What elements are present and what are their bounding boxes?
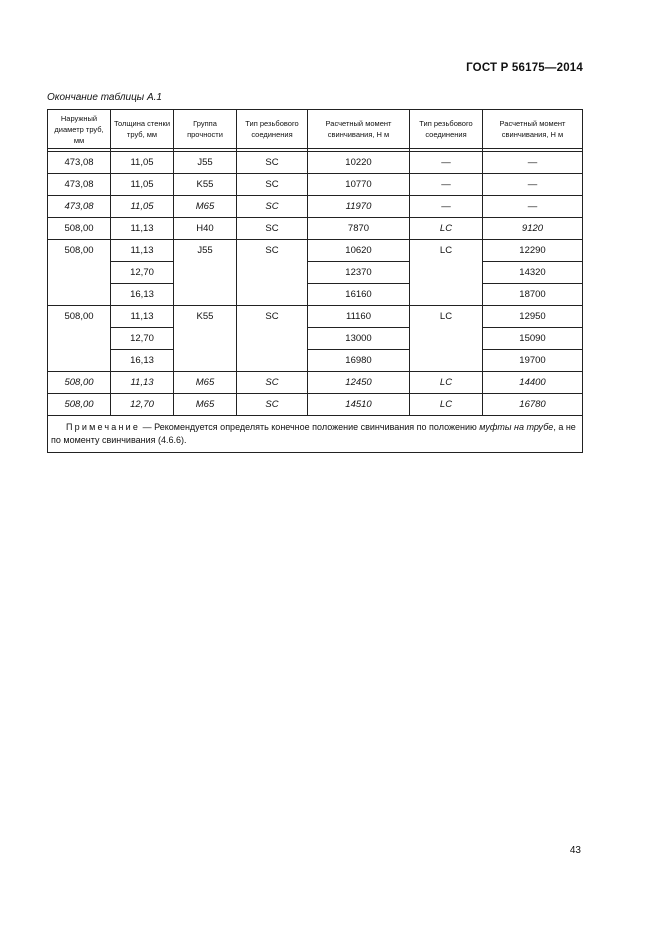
cell-wall: 12,70 <box>111 328 174 350</box>
cell-torque-2: — <box>483 174 583 196</box>
cell-wall: 11,13 <box>111 218 174 240</box>
note-text-part2: , а не по моменту свинчивания (4.6.6). <box>51 422 576 445</box>
cell-connection-1: SC <box>237 372 308 394</box>
cell-diameter: 508,00 <box>48 372 111 394</box>
cell-diameter: 508,00 <box>48 240 111 306</box>
cell-torque-1: 11970 <box>308 196 410 218</box>
table-row <box>48 240 583 262</box>
standard-code: ГОСТ Р 56175—2014 <box>466 62 583 74</box>
table-row <box>48 328 583 350</box>
cell-connection-2: LC <box>410 372 483 394</box>
table-caption: Окончание таблицы А.1 <box>47 92 162 103</box>
table-row <box>48 152 583 174</box>
cell-connection-2: LC <box>410 240 483 306</box>
header-connection-type-1: Тип резьбового соединения <box>237 110 308 149</box>
cell-grade: M65 <box>174 372 237 394</box>
note-emphasis: муфты на трубе <box>479 422 554 432</box>
cell-torque-2: 18700 <box>483 284 583 306</box>
cell-wall: 11,05 <box>111 174 174 196</box>
cell-torque-1: 12450 <box>308 372 410 394</box>
cell-torque-2: 14320 <box>483 262 583 284</box>
cell-torque-1: 14510 <box>308 394 410 416</box>
cell-connection-1: SC <box>237 240 308 306</box>
cell-connection-1: SC <box>237 196 308 218</box>
cell-connection-2: — <box>410 174 483 196</box>
note-heading: Примечание <box>66 422 141 432</box>
table-header-row <box>48 110 583 149</box>
cell-torque-2: 9120 <box>483 218 583 240</box>
table-row <box>48 174 583 196</box>
cell-torque-1: 10220 <box>308 152 410 174</box>
header-outer-diameter: Наружный диаметр труб, мм <box>48 110 111 149</box>
cell-connection-2: LC <box>410 394 483 416</box>
cell-torque-1: 12370 <box>308 262 410 284</box>
cell-grade: M65 <box>174 196 237 218</box>
note-text-part1: — Рекомендуется определять конечное положение свинчивания по положению <box>140 422 480 432</box>
cell-connection-2: LC <box>410 306 483 372</box>
cell-wall: 16,13 <box>111 350 174 372</box>
cell-diameter: 473,08 <box>48 174 111 196</box>
cell-torque-1: 11160 <box>308 306 410 328</box>
cell-grade: M65 <box>174 394 237 416</box>
cell-torque-1: 16980 <box>308 350 410 372</box>
header-makeup-torque-2: Расчетный момент свинчивания, Н м <box>483 110 583 149</box>
cell-wall: 11,13 <box>111 306 174 328</box>
cell-wall: 11,13 <box>111 240 174 262</box>
table-row <box>48 372 583 394</box>
cell-wall: 11,13 <box>111 372 174 394</box>
cell-diameter: 508,00 <box>48 306 111 372</box>
cell-connection-1: SC <box>237 394 308 416</box>
cell-connection-1: SC <box>237 218 308 240</box>
table-row <box>48 394 583 416</box>
cell-torque-2: 15090 <box>483 328 583 350</box>
page-number: 43 <box>569 845 581 856</box>
header-wall-thickness: Толщина стенки труб, мм <box>111 110 174 149</box>
cell-torque-2: 12950 <box>483 306 583 328</box>
cell-grade: H40 <box>174 218 237 240</box>
cell-torque-1: 13000 <box>308 328 410 350</box>
cell-connection-2: — <box>410 196 483 218</box>
cell-torque-2: — <box>483 196 583 218</box>
cell-wall: 12,70 <box>111 394 174 416</box>
table-row <box>48 284 583 306</box>
cell-torque-1: 7870 <box>308 218 410 240</box>
table-note <box>48 416 583 453</box>
cell-wall: 11,05 <box>111 196 174 218</box>
cell-wall: 11,05 <box>111 152 174 174</box>
cell-grade: K55 <box>174 174 237 196</box>
cell-connection-1: SC <box>237 152 308 174</box>
cell-grade: J55 <box>174 152 237 174</box>
table-row <box>48 350 583 372</box>
cell-grade: J55 <box>174 240 237 306</box>
cell-torque-1: 16160 <box>308 284 410 306</box>
cell-torque-1: 10620 <box>308 240 410 262</box>
cell-grade: K55 <box>174 306 237 372</box>
cell-diameter: 508,00 <box>48 218 111 240</box>
table-row <box>48 262 583 284</box>
cell-torque-2: 14400 <box>483 372 583 394</box>
cell-torque-2: 16780 <box>483 394 583 416</box>
header-connection-type-2: Тип резьбового соединения <box>410 110 483 149</box>
cell-connection-2: — <box>410 152 483 174</box>
cell-torque-2: — <box>483 152 583 174</box>
cell-torque-2: 19700 <box>483 350 583 372</box>
table-row <box>48 306 583 328</box>
table-note-row <box>48 416 583 453</box>
cell-connection-2: LC <box>410 218 483 240</box>
cell-diameter: 508,00 <box>48 394 111 416</box>
header-strength-grade: Группа прочности <box>174 110 237 149</box>
cell-diameter: 473,08 <box>48 152 111 174</box>
cell-connection-1: SC <box>237 174 308 196</box>
cell-wall: 12,70 <box>111 262 174 284</box>
cell-torque-1: 10770 <box>308 174 410 196</box>
table-row <box>48 196 583 218</box>
cell-connection-1: SC <box>237 306 308 372</box>
cell-torque-2: 12290 <box>483 240 583 262</box>
cell-wall: 16,13 <box>111 284 174 306</box>
cell-diameter: 473,08 <box>48 196 111 218</box>
table-row <box>48 218 583 240</box>
header-makeup-torque-1: Расчетный момент свинчивания, Н м <box>308 110 410 149</box>
torque-table <box>47 109 583 453</box>
